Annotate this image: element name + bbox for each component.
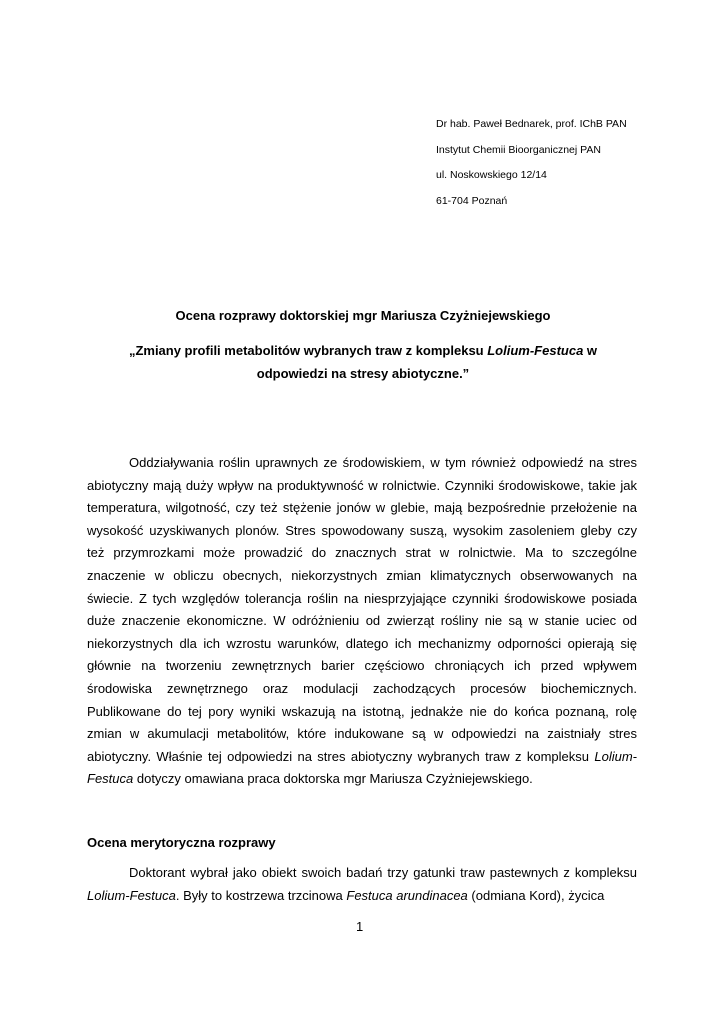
intro-text-italic: Lolium-Festuca xyxy=(87,748,637,787)
street-address: ul. Noskowskiego 12/14 xyxy=(436,169,547,182)
section-heading: Ocena merytoryczna rozprawy xyxy=(87,835,276,850)
eval-text-a: Doktorant wybrał jako obiekt swoich badań trzy gatunki traw pastewnych z kompleksu xyxy=(129,865,637,880)
eval-text-b: . Były to kostrzewa trzcinowa xyxy=(175,887,347,903)
eval-italic-a: Lolium-Festuca xyxy=(87,887,176,903)
intro-text-main: Oddziaływania roślin uprawnych ze środowiskiem, w tym również odpowiedź na stres abiotyczny mają duży wpływ na produktywność w rolnictwie. Czynniki środowiskowe, takie jak temperatura, wilgotność, czy też stężenie jonów w glebie, mają bezpośrednie przełożenie na wysokość uzyskiwanych plonów. Stres spowodowany suszą, wysokim zasoleniem gleby czy też przymrozkami może prowadzić do znacznych strat w rolnictwie. Ma to szczególne znaczenie w obliczu obecnych, niekorzystnych zmian klimatycznych obserwowanych na świecie. Z tych względów tolerancja roślin na niesprzyjające czynniki środowiskowe posiada duże znaczenie ekonomiczne. W odróżnieniu od zwierząt rośliny nie są w stanie uciec od niekorzystnych dla ich wzrostu warunków, dlatego ich mechanizmy odporności opierają się głównie na tworzeniu zewnętrznych barier częściowo chroniących ich przed wpływem środowiska zewnętrznego oraz modulacji zachodzących procesów biochemicznych. Publikowane do tej pory wyniki wskazują na istotną, jednakże nie do końca poznaną, rolę zmian w akumulacji metabolitów, które indukowane są w odpowiedzi na zaistniały stres abiotyczny. Właśnie tej odpowiedzi na stres abiotyczny wybranych traw z kompleksu xyxy=(87,455,637,764)
author-name: Dr hab. Paweł Bednarek, prof. IChB PAN xyxy=(436,118,627,130)
thesis-title-italic: Lolium-Festuca xyxy=(487,343,584,358)
author-address xyxy=(436,112,627,215)
thesis-title-start: „Zmiany profili metabolitów wybranych traw z kompleksu xyxy=(128,343,488,358)
thesis-title xyxy=(90,340,636,385)
postal-city: 61-704 Poznań xyxy=(436,195,508,208)
thesis-title-line2: odpowiedzi na stresy abiotyczne.” xyxy=(256,365,470,381)
intro-text-end: dotyczy omawiana praca doktorska mgr Mariusza Czyżniejewskiego. xyxy=(133,771,533,787)
review-title: Ocena rozprawy doktorskiej mgr Mariusza Czyżniejewskiego xyxy=(175,308,551,323)
intro-paragraph xyxy=(87,452,637,791)
thesis-title-end: w xyxy=(583,343,598,358)
page-number: 1 xyxy=(356,919,364,934)
institute-name: Instytut Chemii Bioorganicznej PAN xyxy=(436,143,601,156)
eval-text-c: (odmiana Kord), życica xyxy=(467,887,605,903)
eval-italic-b: Festuca arundinacea xyxy=(346,887,468,903)
evaluation-paragraph xyxy=(87,862,637,907)
